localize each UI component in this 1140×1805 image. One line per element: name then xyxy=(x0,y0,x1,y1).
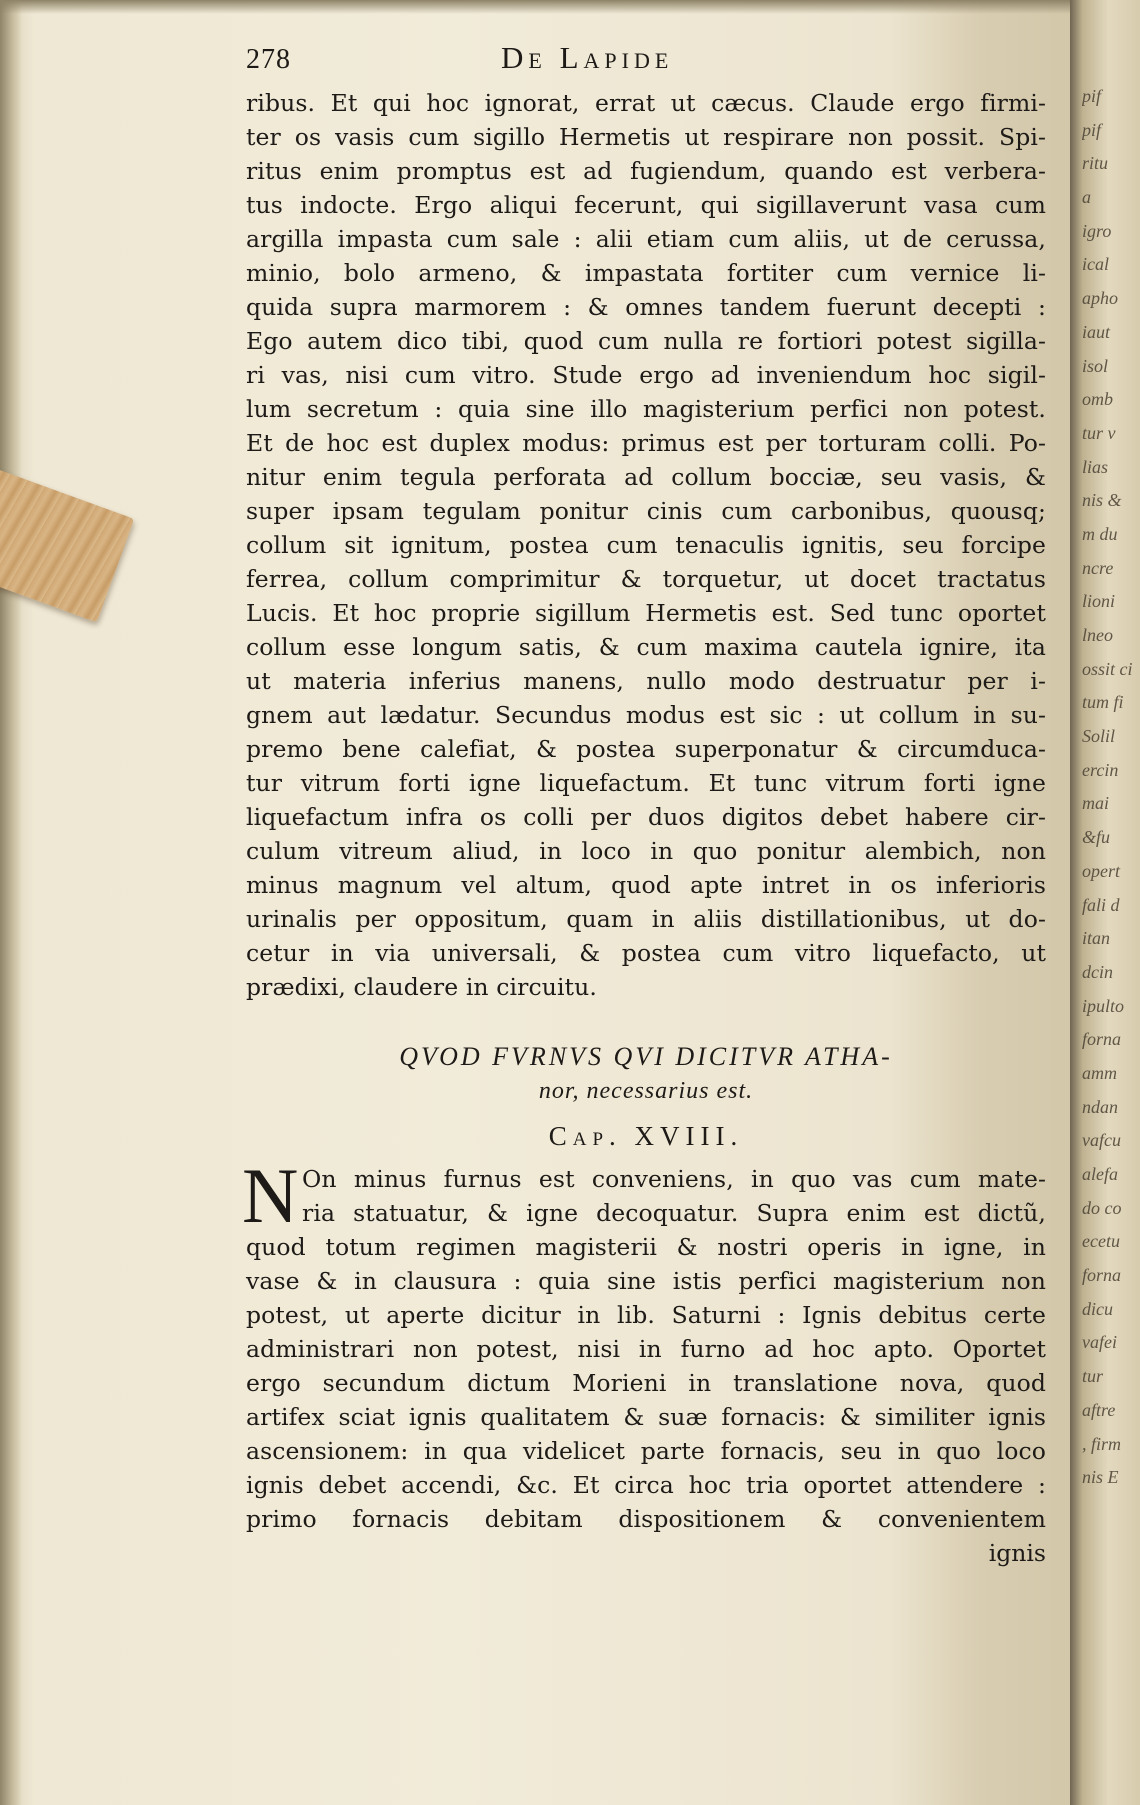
adjacent-page-fragment: tur v xyxy=(1082,422,1116,443)
text-line: vase & in clausura : quia sine istis perfici magisterium non xyxy=(246,1267,1046,1295)
text-line: ferrea, collum comprimitur & torquetur, ut docet tractatus xyxy=(246,565,1046,593)
text-line: prædixi, claudere in circuitu. xyxy=(246,973,597,1001)
adjacent-page-fragment: lneo xyxy=(1082,625,1113,645)
text-line: nitur enim tegula perforata ad collum bocciæ, seu vasis, & xyxy=(246,463,1046,491)
text-line: ria statuatur, & igne decoquatur. Supra enim est dictũ, xyxy=(302,1199,1046,1227)
text-line: ritus enim promptus est ad fugiendum, quando est verbera- xyxy=(246,157,1046,185)
text-line: Et de hoc est duplex modus: primus est per torturam colli. Po- xyxy=(246,429,1046,457)
text-line: liquefactum infra os colli per duos digitos debet habere cir- xyxy=(246,803,1046,831)
adjacent-page-fragment: do co xyxy=(1082,1197,1122,1218)
adjacent-page-fragment: igro xyxy=(1082,220,1112,241)
adjacent-page-fragment: a xyxy=(1082,187,1091,208)
adjacent-page-fragment: apho xyxy=(1082,288,1118,309)
adjacent-page-fragment: ecetu xyxy=(1082,1231,1120,1252)
text-line: lum secretum : quia sine illo magisterium perfici non potest. xyxy=(246,395,1046,423)
page-header xyxy=(246,40,1046,86)
text-line: tur vitrum forti igne liquefactum. Et tunc vitrum forti igne xyxy=(246,769,1046,797)
adjacent-page-fragment: forna xyxy=(1082,1029,1122,1050)
adjacent-page-fragment: forna xyxy=(1082,1265,1122,1286)
text-line: minus magnum vel altum, quod apte intret in os inferioris xyxy=(246,871,1046,899)
chapter-label: Cap. XVIII. xyxy=(548,1121,744,1151)
chapter-heading-line-1: QVOD FVRNVS QVI DICITVR ATHA- xyxy=(399,1042,893,1071)
adjacent-page-fragment: mai xyxy=(1082,793,1109,814)
text-line: administrari non potest, nisi in furno ad hoc apto. Oportet xyxy=(246,1335,1046,1363)
text-line: super ipsam tegulam ponitur cinis cum carbonibus, quousq; xyxy=(246,497,1046,525)
adjacent-page-fragment: ritu xyxy=(1082,153,1109,174)
adjacent-page-fragment: vafcu xyxy=(1082,1130,1121,1151)
adjacent-page-text xyxy=(1082,80,1138,1495)
text-line: minio, bolo armeno, & impastata fortiter cum vernice li- xyxy=(246,259,1046,287)
text-line: gnem aut lædatur. Secundus modus est sic : ut collum in su- xyxy=(246,701,1046,729)
text-line: ribus. Et qui hoc ignorat, errat ut cæcus. Claude ergo firmi- xyxy=(246,89,1046,117)
adjacent-page-fragment: aftre xyxy=(1082,1399,1116,1420)
text-line: Lucis. Et hoc proprie sigillum Hermetis est. Sed tunc oportet xyxy=(246,599,1046,627)
spine-shadow xyxy=(0,0,22,1805)
text-line: quod totum regimen magisterii & nostri operis in igne, in xyxy=(246,1233,1046,1261)
text-line: cetur in via universali, & postea cum vitro liquefacto, ut xyxy=(246,939,1046,967)
page-number: 278 xyxy=(246,44,291,75)
body-paragraph xyxy=(246,86,1046,1004)
adjacent-page-fragment: isol xyxy=(1082,355,1109,376)
adjacent-page-fragment: dcin xyxy=(1082,961,1113,982)
chapter-lines xyxy=(246,1162,1046,1536)
top-edge-shadow xyxy=(0,0,1140,14)
adjacent-page-fragment: dicu xyxy=(1082,1298,1113,1319)
adjacent-page-fragment: vafei xyxy=(1082,1332,1117,1353)
drop-cap-initial: N xyxy=(242,1152,299,1239)
adjacent-page-fragment: Solil xyxy=(1082,726,1116,747)
adjacent-page-fragment: opert xyxy=(1082,860,1120,881)
adjacent-page-fragment: ipulto xyxy=(1082,995,1125,1016)
chapter-heading-line-2: nor, necessarius est. xyxy=(538,1078,754,1104)
adjacent-page-fragment: itan xyxy=(1082,928,1111,949)
adjacent-page-fragment: nis E xyxy=(1082,1467,1119,1488)
text-line: Ego autem dico tibi, quod cum nulla re fortiori potest sigilla- xyxy=(246,327,1046,355)
chapter-paragraph xyxy=(242,1152,1046,1536)
adjacent-page-fragment: ndan xyxy=(1082,1096,1118,1117)
text-line: ergo secundum dictum Morieni in translatione nova, quod xyxy=(246,1369,1046,1397)
adjacent-page-fragment: alefa xyxy=(1082,1164,1118,1184)
text-line: urinalis per oppositum, quam in aliis distillationibus, ut do- xyxy=(246,905,1046,933)
text-line: potest, ut aperte dicitur in lib. Saturni : Ignis debitus certe xyxy=(246,1301,1046,1329)
adjacent-page-fragment: nis & xyxy=(1082,490,1122,511)
adjacent-page-fragment: ossit ci xyxy=(1082,658,1133,679)
text-line: ignis debet accendi, &c. Et circa hoc tria oportet attendere : xyxy=(246,1471,1046,1499)
adjacent-page-fragment: , firm xyxy=(1082,1433,1122,1454)
adjacent-page-fragment: ncre xyxy=(1082,557,1114,578)
running-title: De Lapide xyxy=(501,40,674,75)
adjacent-page-fragment: tum fi xyxy=(1082,692,1124,713)
text-line: collum esse longum satis, & cum maxima cautela ignire, ita xyxy=(246,633,1046,661)
text-line: culum vitreum aliud, in loco in quo ponitur alembich, non xyxy=(246,837,1046,865)
text-line: argilla impasta cum sale : alii etiam cum aliis, ut de cerussa, xyxy=(246,225,1046,253)
adjacent-page-fragment: fali d xyxy=(1082,894,1120,915)
adjacent-page-fragment: pif xyxy=(1082,119,1102,140)
adjacent-page-fragment: amm xyxy=(1082,1062,1117,1083)
text-line: premo bene calefiat, & postea superponatur & circumduca- xyxy=(246,735,1046,763)
catchword: ignis xyxy=(988,1539,1046,1567)
text-line: primo fornacis debitam dispositionem & convenientem xyxy=(246,1505,1046,1533)
adjacent-page-fragment: m du xyxy=(1082,523,1118,544)
text-line: ter os vasis cum sigillo Hermetis ut respirare non possit. Spi- xyxy=(246,123,1046,151)
text-block xyxy=(242,40,1046,1570)
text-line: quida supra marmorem : & omnes tandem fuerunt decepti : xyxy=(246,293,1046,321)
adjacent-page-fragment: lias xyxy=(1082,456,1109,477)
text-line: ut materia inferius manens, nullo modo destruatur per i- xyxy=(246,667,1046,695)
adjacent-page-fragment: ical xyxy=(1082,254,1109,275)
text-line: ri vas, nisi cum vitro. Stude ergo ad inveniendum hoc sigil- xyxy=(246,361,1046,389)
text-line: collum sit ignitum, postea cum tenaculis ignitis, seu forcipe xyxy=(246,531,1046,559)
text-line: ascensionem: in qua videlicet parte fornacis, seu in quo loco xyxy=(246,1437,1046,1465)
text-line: tus indocte. Ergo aliqui fecerunt, qui sigillaverunt vasa cum xyxy=(246,191,1046,219)
adjacent-page-fragment: ercin xyxy=(1082,759,1119,780)
text-line: On minus furnus est conveniens, in quo vas cum mate- xyxy=(302,1165,1046,1193)
adjacent-page-fragment: omb xyxy=(1082,389,1113,410)
text-line: artifex sciat ignis qualitatem & suæ fornacis: & similiter ignis xyxy=(246,1403,1046,1431)
adjacent-page-fragment: pif xyxy=(1082,86,1102,106)
adjacent-page-fragment: tur xyxy=(1082,1366,1104,1387)
adjacent-page-fragment: lioni xyxy=(1082,591,1116,612)
adjacent-page-fragment: iaut xyxy=(1082,321,1111,342)
adjacent-page-fragment: &fu xyxy=(1082,827,1111,848)
